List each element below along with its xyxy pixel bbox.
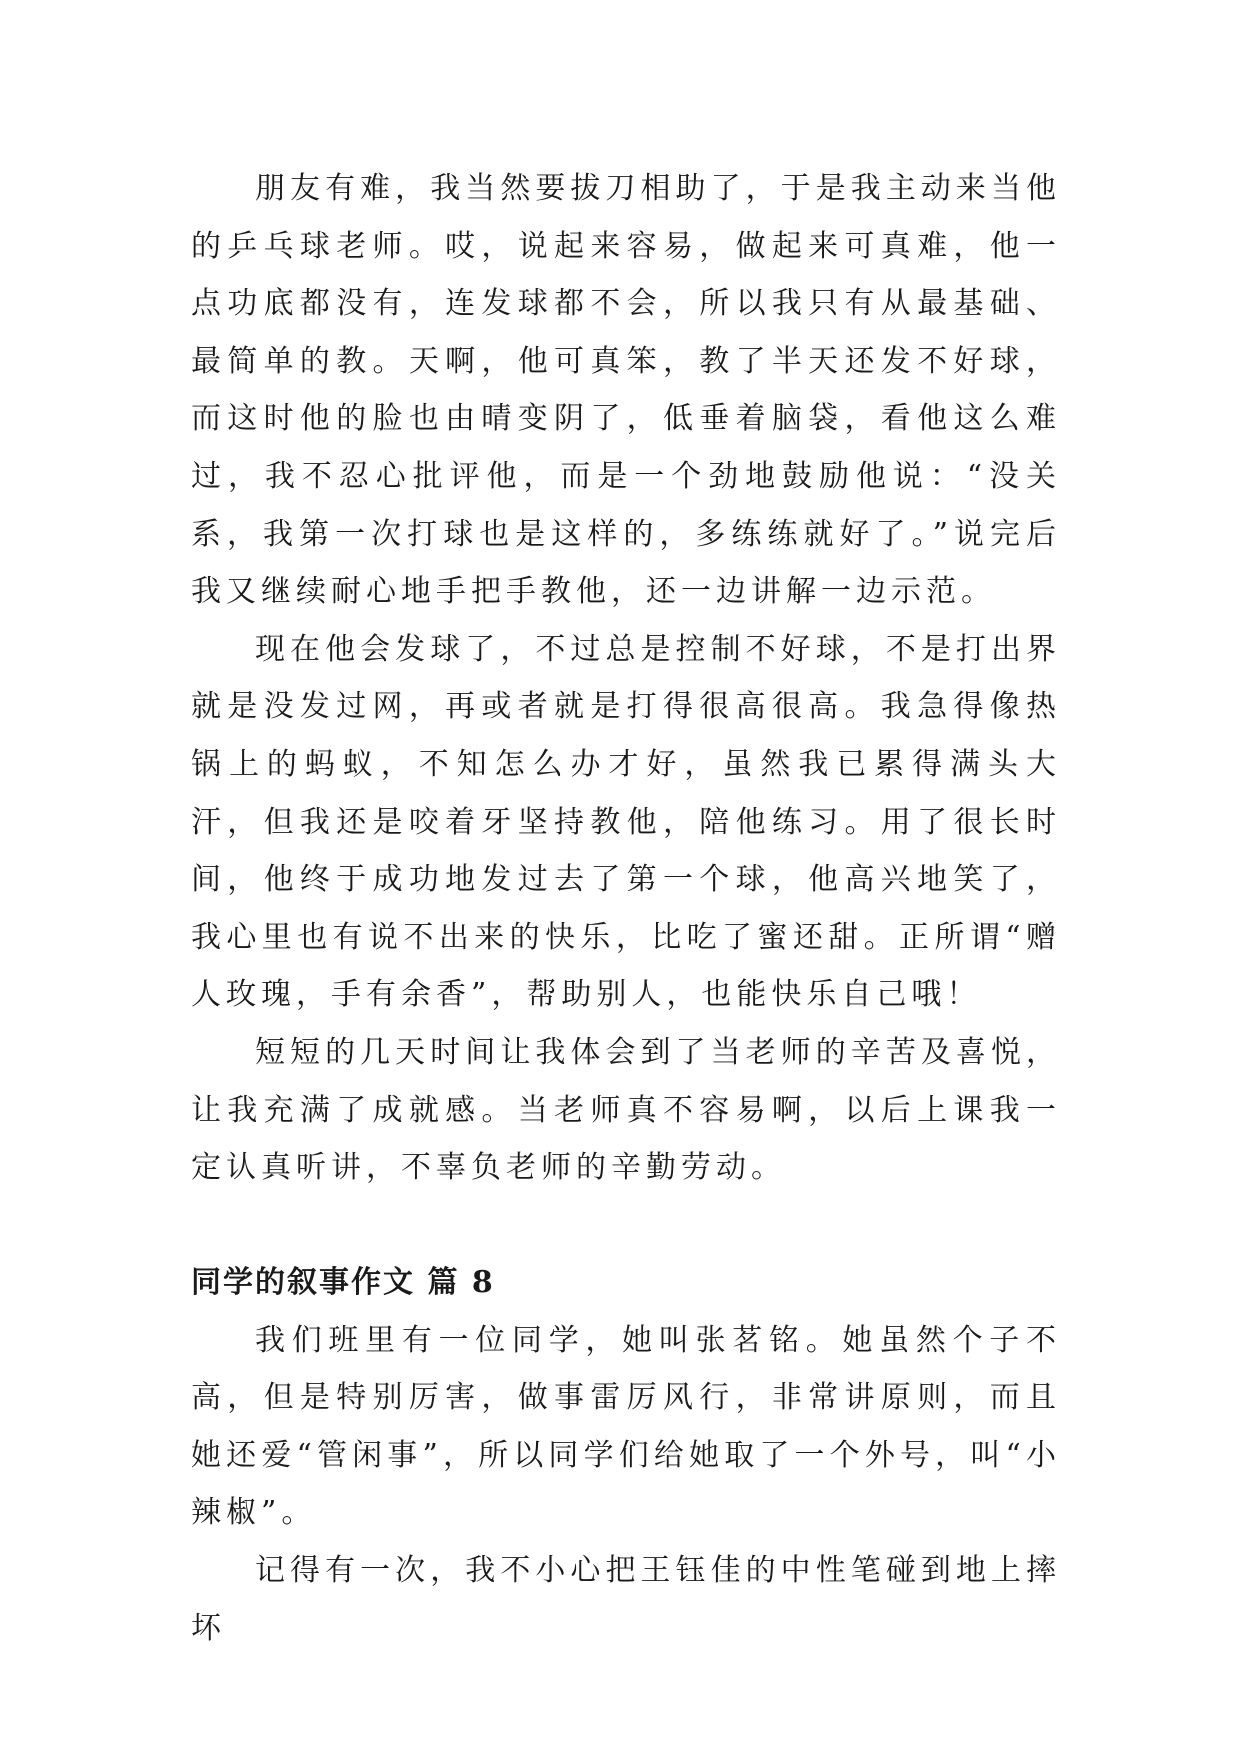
paragraph-classmate-intro: 我们班里有一位同学，她叫张茗铭。她虽然个子不高，但是特别厉害，做事雷厉风行，非常讲原则，而且她还爱“管闲事”，所以同学们给她取了一个外号，叫“小辣椒”。 — [191, 1322, 1061, 1531]
paragraph-reflection: 短短的几天时间让我体会到了当老师的辛苦及喜悦，让我充满了成就感。当老师真不容易啊，以后上课我一定认真听讲，不辜负老师的辛勤劳动。 — [191, 1034, 1061, 1186]
paragraph-incident-start: 记得有一次，我不小心把王钰佳的中性笔碰到地上摔坏 — [191, 1553, 1061, 1646]
section-heading: 同学的叙事作文 篇 8 — [191, 1264, 495, 1300]
document-body — [191, 160, 1061, 1657]
paragraph-teaching-pingpong: 朋友有难，我当然要拔刀相助了，于是我主动来当他的乒乓球老师。哎，说起来容易，做起来可真难，他一点功底都没有，连发球都不会，所以我只有从最基础、最简单的教。天啊，他可真笨，教了半天还发不好球，而这时他的脸也由晴变阴了，低垂着脑袋，看他这么难过，我不忍心批评他，而是一个劲地鼓励他说：“没关系，我第一次打球也是这样的，多练练就好了。”说完后我又继续耐心地手把手教他，还一边讲解一边示范。 — [191, 171, 1061, 610]
paragraph-serving-progress: 现在他会发球了，不过总是控制不好球，不是打出界就是没发过网，再或者就是打得很高很高。我急得像热锅上的蚂蚁，不知怎么办才好，虽然我已累得满头大汗，但我还是咬着牙坚持教他，陪他练习。用了很长时间，他终于成功地发过去了第一个球，他高兴地笑了，我心里也有说不出来的快乐，比吃了蜜还甜。正所谓“赠人玫瑰，手有余香”，帮助别人，也能快乐自己哦！ — [191, 631, 1061, 1013]
